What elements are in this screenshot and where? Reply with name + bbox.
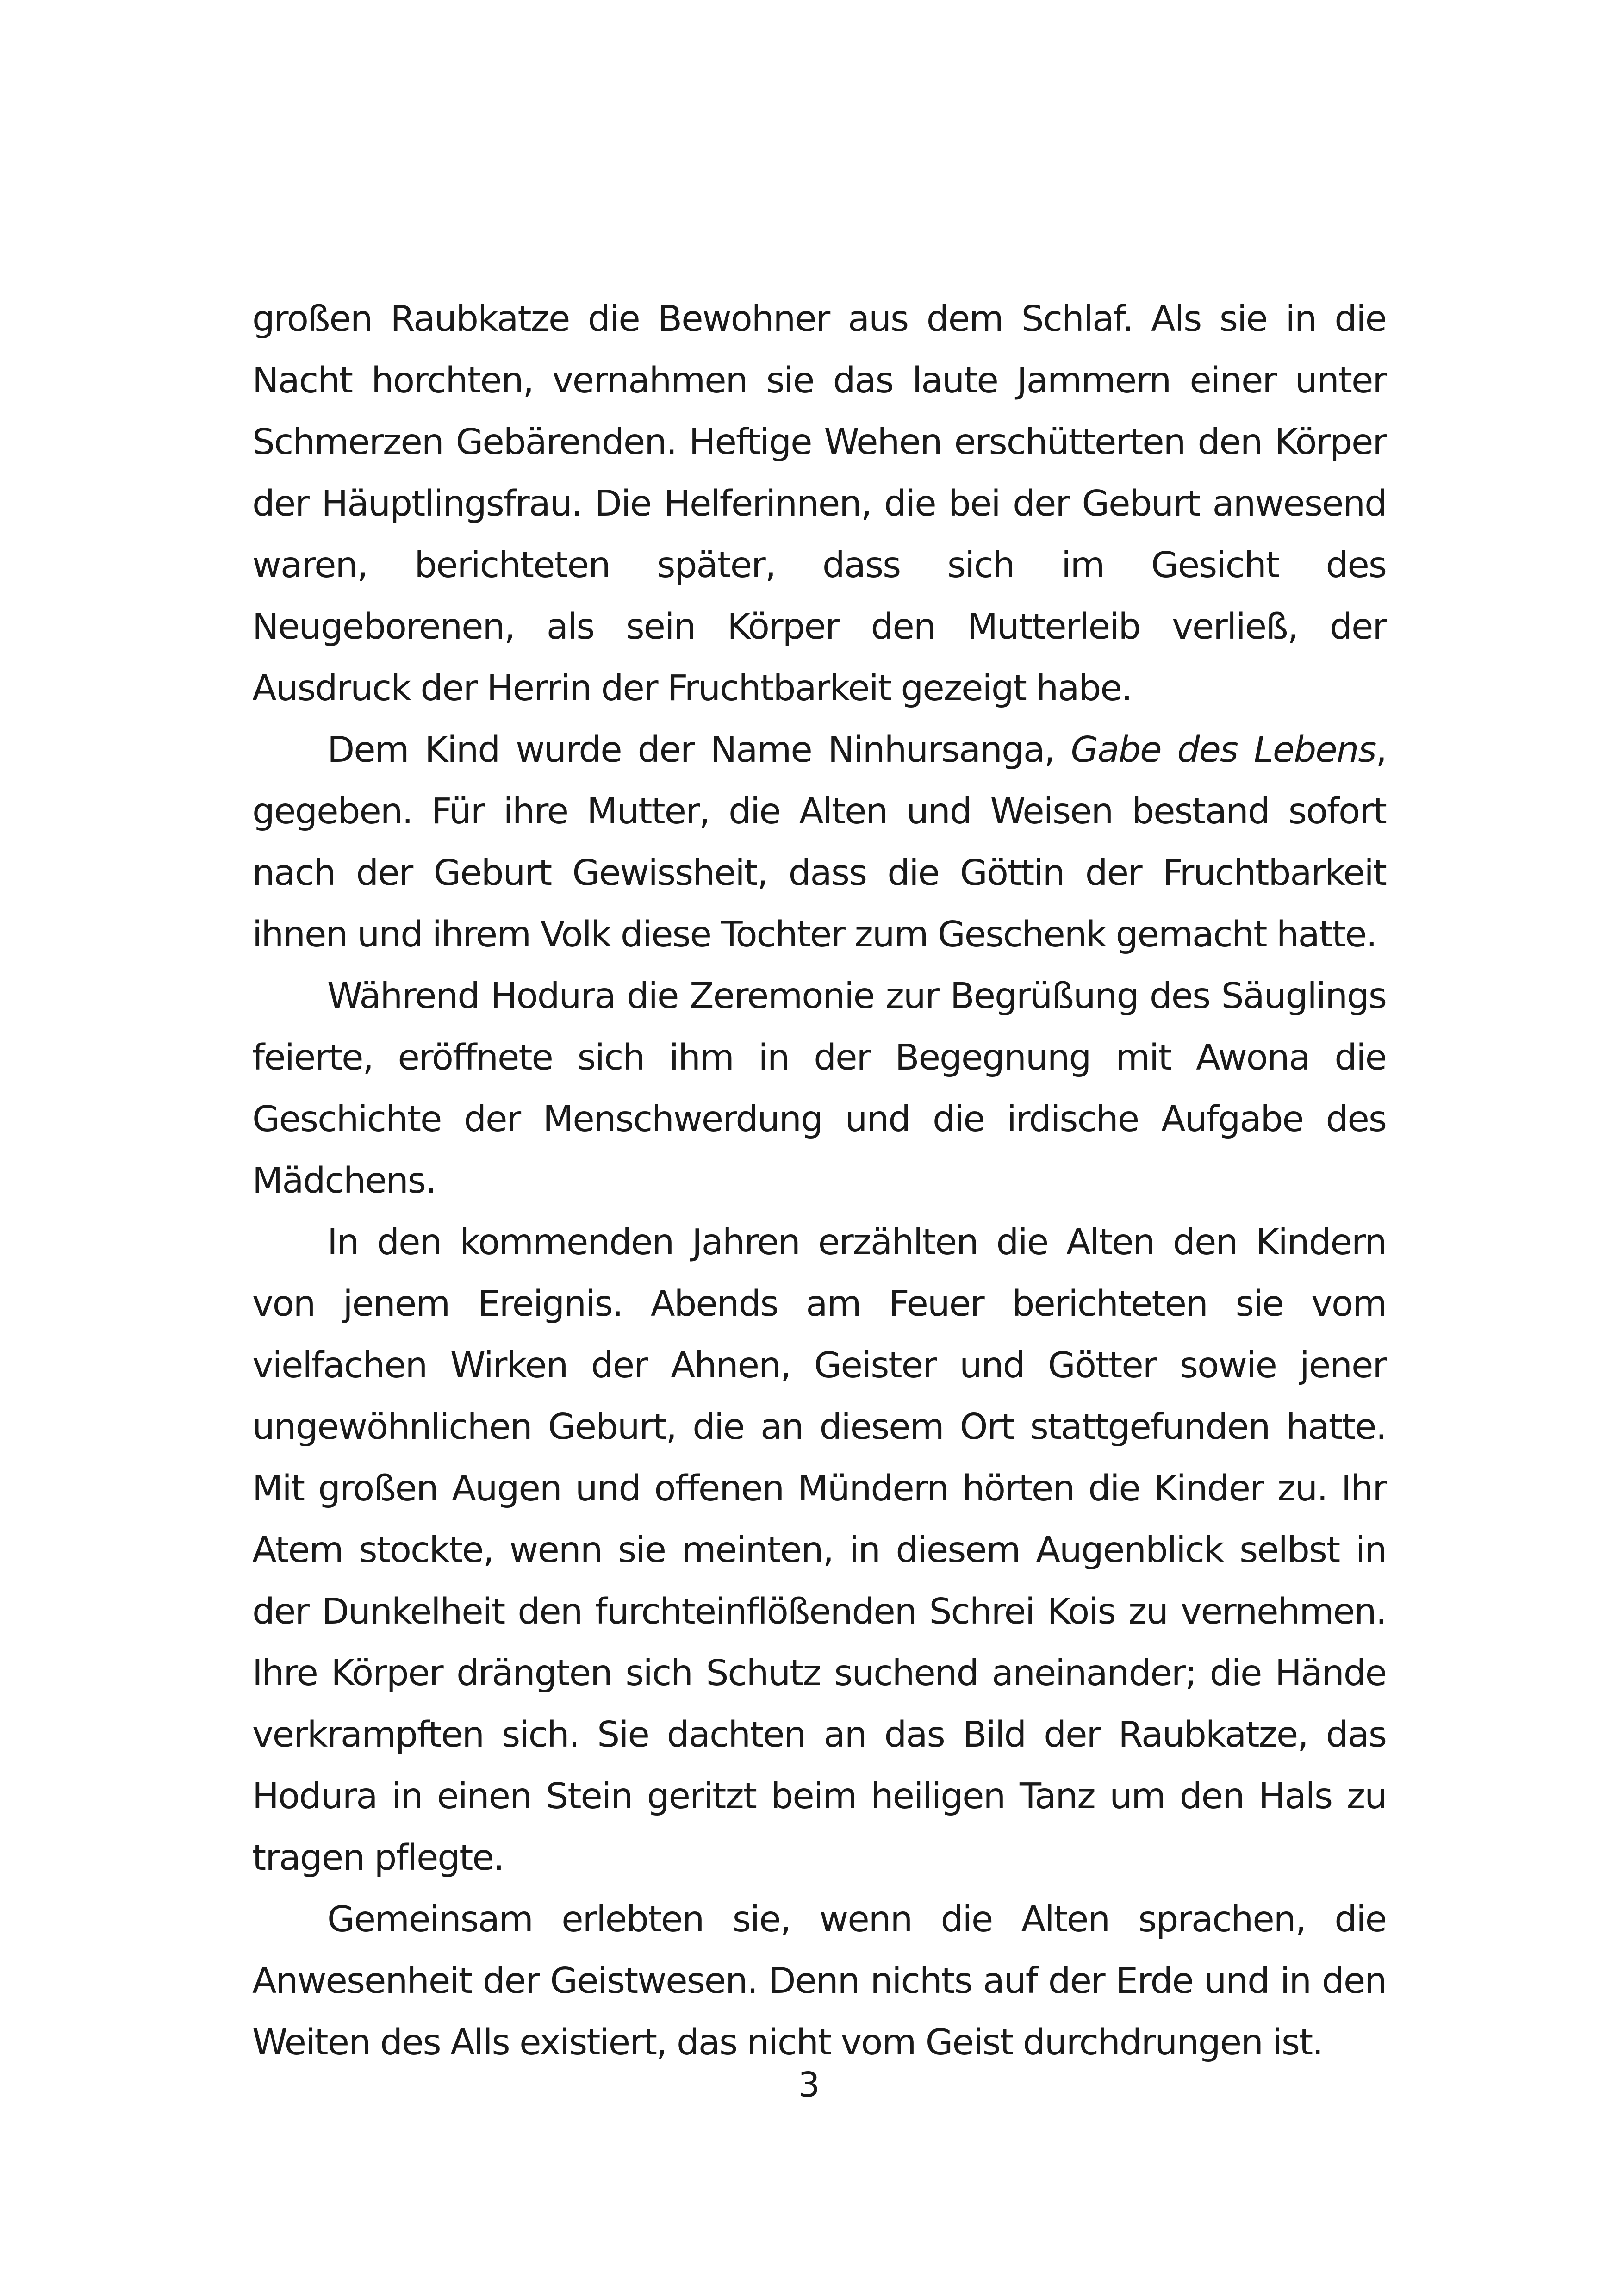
paragraph-2-start: Dem Kind wurde der Name Ninhursanga, (327, 729, 1071, 771)
paragraph-4: In den kommenden Jahren erzählten die Alten den Kindern von jenem Ereignis. Abends am Feuer berichteten sie vom vielfachen Wirken der Ahnen, Geister und Götter sowie jener ungewöhnlichen Geburt, die an diesem Ort stattgefunden hatte. Mit großen Augen und offenen Mündern hörten die Kinder zu. Ihr Atem stockte, wenn sie meinten, in diesem Augenblick selbst in der Dunkelheit den furchteinflößenden Schrei Kois zu vernehmen. Ihre Körper drängten sich Schutz suchend aneinander; die Hände verkrampften sich. Sie dachten an das Bild der Raubkatze, das Hodura in einen Stein geritzt beim heiligen Tanz um den Hals zu tragen pflegte. (252, 1222, 1386, 1879)
paragraph-1: großen Raubkatze die Bewohner aus dem Schlaf. Als sie in die Nacht horchten, vernahmen sie das laute Jammern einer unter Schmerzen Gebärenden. Heftige Wehen erschütterten den Körper der Häuptlingsfrau. Die Helferinnen, die bei der Geburt anwesend waren, berichteten später, dass sich im Gesicht des Neugeborenen, als sein Körper den Mutterleib verließ, der Ausdruck der Herrin der Fruchtbarkeit gezeigt habe. (252, 299, 1386, 709)
page-number: 3 (798, 2065, 820, 2105)
italic-title: Gabe des Lebens (1070, 729, 1376, 771)
paragraph-5: Gemeinsam erlebten sie, wenn die Alten sprachen, die Anwesenheit der Geistwesen. Denn nichts auf der Erde und in den Weiten des Alls existiert, das nicht vom Geist durchdrungen ist. (252, 1899, 1386, 2063)
paragraph-2 (252, 719, 1386, 965)
body-text (252, 288, 1386, 2073)
paragraph-3: Während Hodura die Zeremonie zur Begrüßung des Säuglings feierte, eröffnete sich ihm in der Begegnung mit Awona die Geschichte der Menschwerdung und die irdische Aufgabe des Mädchens. (252, 976, 1386, 1201)
paragraph-2-end: , gegeben. Für ihre Mutter, die Alten und Weisen bestand sofort nach der Geburt Gewissheit, dass die Göttin der Fruchtbarkeit ihnen und ihrem Volk diese Tochter zum Geschenk gemacht hatte. (252, 729, 1386, 955)
